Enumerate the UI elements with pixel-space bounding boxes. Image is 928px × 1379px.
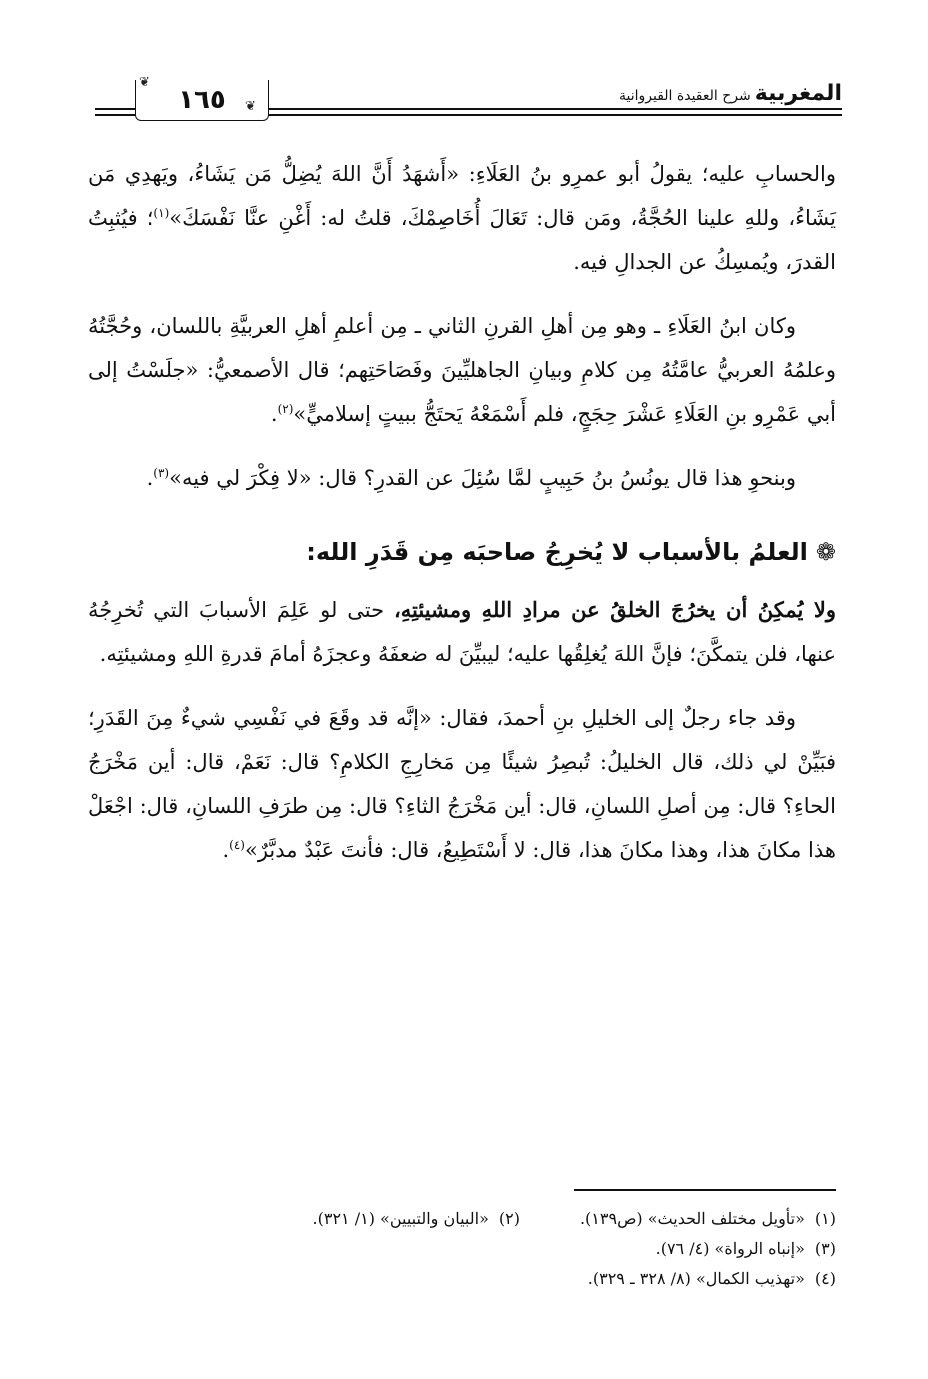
footnote-item [588,1264,836,1294]
flourish-ornament-icon: ❦ [139,75,150,90]
footnote-ref[interactable]: (٢) [277,402,294,416]
text-run: والحسابِ عليه؛ يقولُ أبو عمرِو بنُ العَلَاءِ: «أَشهَدُ أَنَّ اللهَ يُضِلُّ مَن يَشَاءُ، ويَهدِي مَن يَشَاءُ، وللهِ علينا الحُجَّةُ، ومَن قال: تَعَالَ أُخَاصِمْكَ، قلتُ له: أَغْنِ عنَّا نَفْسَكَ» [88,162,836,230]
paragraph [88,304,836,436]
footnotes [88,1204,836,1294]
main-text [88,152,836,892]
running-title-sub: شرح العقيدة القيروانية [618,88,751,104]
page-header [95,72,842,122]
text-run: وكان ابنُ العَلَاءِ ـ وهو مِن أهلِ القرنِ الثاني ـ مِن أعلمِ أهلِ العربيَّةِ باللسان، وحُجَّتُهُ وعلمُهُ العربيُّ عامَّتُهُ مِن كلامِ وبيانِ الجاهليِّينَ وفَصَاحَتِهم؛ قال الأصمعيُّ: «جلَسْتُ إلى أبي عَمْرِو بنِ العَلَاءِ عَشْرَ حِجَجٍ، فلم أَسْمَعْهُ يَحتَجُّ ببيتٍ إسلاميٍّ» [88,314,836,426]
text-run: حتى لو عَلِمَ الأسبابَ التي تُخرِجُهُ عنها، فلن يتمكَّنَ؛ فإنَّ اللهَ يُغلِقُها عليه؛ ليبيِّنَ له ضعفَهُ وعجزَهُ أمامَ قدرةِ اللهِ ومشيئتِه. [88,598,836,666]
paragraph [88,696,836,872]
footnote-row [88,1264,836,1294]
text-run-bold: ولا يُمكِنُ أن يخرُجَ الخلقُ عن مرادِ اللهِ ومشيئتِهِ، [394,597,836,622]
footnote-text: «تأويل مختلف الحديث» (ص١٣٩). [579,1209,805,1228]
text-run: وبنحوِ هذا قال يونُسُ بنُ حَبِيبٍ لمَّا سُئِلَ عن القدرِ؟ قال: «لا فِكْرَ لي فيه» [169,466,796,490]
section-heading [88,530,836,574]
text-run: . [146,466,154,490]
page-number: ١٦٥ [178,85,226,115]
footnote-text: «إنباه الرواة» (٤/ ٧٦). [655,1239,805,1258]
text-run: ؛ فيُثبِتُ القدرَ، ويُمسِكُ عن الجدالِ فيه. [88,206,836,274]
footnote-number: (١) [814,1209,836,1228]
text-run: . [270,402,278,426]
footnote-separator [574,1189,836,1191]
footnote-ref[interactable]: (٤) [229,838,245,852]
flourish-ornament-icon: ❦ [245,99,256,114]
footnote-item [580,1204,836,1234]
paragraph [88,456,836,500]
ornament-bullet-icon: ❁ [815,538,836,566]
section-heading-text: العلمُ بالأسباب لا يُخرِجُ صاحبَه مِن قَدَرِ الله: [306,538,808,566]
footnote-ref[interactable]: (١) [153,206,170,220]
footnote-item [313,1204,520,1234]
footnote-text: «تهذيب الكمال» (٨/ ٣٢٨ ـ ٣٢٩). [587,1269,805,1288]
footnote-number: (٣) [814,1239,836,1258]
footnote-number: (٢) [498,1209,520,1228]
footnote-text: «البيان والتبيين» (١/ ٣٢١). [312,1209,489,1228]
running-title-main: المغربية [754,81,842,106]
footnote-item [656,1234,836,1264]
footnote-row [88,1204,836,1234]
text-run: وقد جاء رجلٌ إلى الخليلِ بنِ أحمدَ، فقال: «إنَّه قد وقَعَ في نَفْسِي شيءٌ مِنَ القَدَرِ؛ فبَيِّنْ لي ذلك، قال الخليلُ: تُبصِرُ شيئًا مِن مَخارِجِ الكلامِ؟ قال: نَعَمْ، قال: أين مَخْرَجُ الحاءِ؟ قال: مِن أصلِ اللسانِ، قال: أين مَخْرَجُ الثاءِ؟ قال: مِن طرَفِ اللسانِ، قال: اجْعَلْ هذا مكانَ هذا، وهذا مكانَ هذا، قال: لا أَسْتَطِيعُ، قال: فأنتَ عَبْدٌ مدبَّرٌ» [88,706,836,862]
footnote-number: (٤) [814,1269,836,1288]
footnote-ref[interactable]: (٣) [153,466,170,480]
running-title [611,72,842,106]
paragraph [88,152,836,284]
footnote-row [88,1234,836,1264]
text-run: . [222,838,230,862]
paragraph [88,588,836,676]
